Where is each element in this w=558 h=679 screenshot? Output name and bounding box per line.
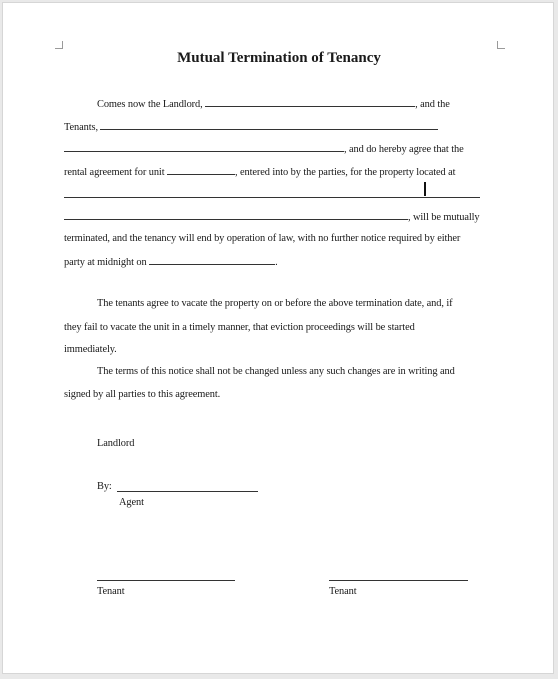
text-cursor [424, 182, 426, 196]
tenant-signature-line-right[interactable] [329, 580, 468, 581]
property-address-blank-continued[interactable] [64, 209, 408, 220]
period-text: . [275, 257, 278, 268]
agent-label: Agent [119, 497, 144, 508]
paragraph3-line2: signed by all parties to this agreement. [64, 389, 221, 400]
landlord-signature-line[interactable] [117, 491, 258, 492]
landlord-name-blank[interactable] [205, 96, 415, 107]
paragraph1-line1 [97, 96, 450, 111]
agree-text: , and do hereby agree that the [344, 144, 464, 155]
document-page [2, 2, 554, 674]
landlord-intro-text: Comes now the Landlord, [97, 99, 203, 110]
property-address-blank[interactable] [64, 187, 480, 198]
tenants-name-blank-continued[interactable] [64, 141, 344, 152]
mutually-text: , will be mutually [408, 212, 480, 223]
landlord-label: Landlord [97, 438, 135, 449]
tenants-label: Tenants, [64, 122, 98, 133]
paragraph2-line2: they fail to vacate the unit in a timely manner, that eviction proceedings will be started [64, 322, 415, 333]
margin-corner-mark-top-left [55, 41, 63, 49]
by-label: By: [97, 481, 112, 492]
paragraph1-line2 [64, 119, 438, 134]
paragraph3-line1: The terms of this notice shall not be changed unless any such changes are in writing and [97, 366, 455, 377]
paragraph1-line8 [64, 254, 278, 269]
paragraph1-line7: terminated, and the tenancy will end by operation of law, with no further notice required by either [64, 233, 461, 244]
tenant-signature-line-left[interactable] [97, 580, 235, 581]
property-located-text: , entered into by the parties, for the property located at [235, 167, 456, 178]
termination-date-blank[interactable] [149, 254, 275, 265]
tenant-label-right: Tenant [329, 586, 357, 597]
paragraph1-line5 [64, 187, 480, 202]
rental-agreement-text: rental agreement for unit [64, 167, 165, 178]
and-the-text: , and the [415, 99, 450, 110]
document-title: Mutual Termination of Tenancy [177, 50, 381, 66]
paragraph2-line1: The tenants agree to vacate the property on or before the above termination date, and, if [97, 298, 453, 309]
paragraph1-line6 [64, 209, 480, 224]
unit-number-blank[interactable] [167, 164, 235, 175]
paragraph1-line4 [64, 164, 455, 179]
tenants-name-blank[interactable] [100, 119, 438, 130]
margin-corner-mark-top-right [497, 41, 505, 49]
paragraph1-line3 [64, 141, 464, 156]
midnight-text: party at midnight on [64, 257, 147, 268]
tenant-label-left: Tenant [97, 586, 125, 597]
paragraph2-line3: immediately. [64, 344, 117, 355]
